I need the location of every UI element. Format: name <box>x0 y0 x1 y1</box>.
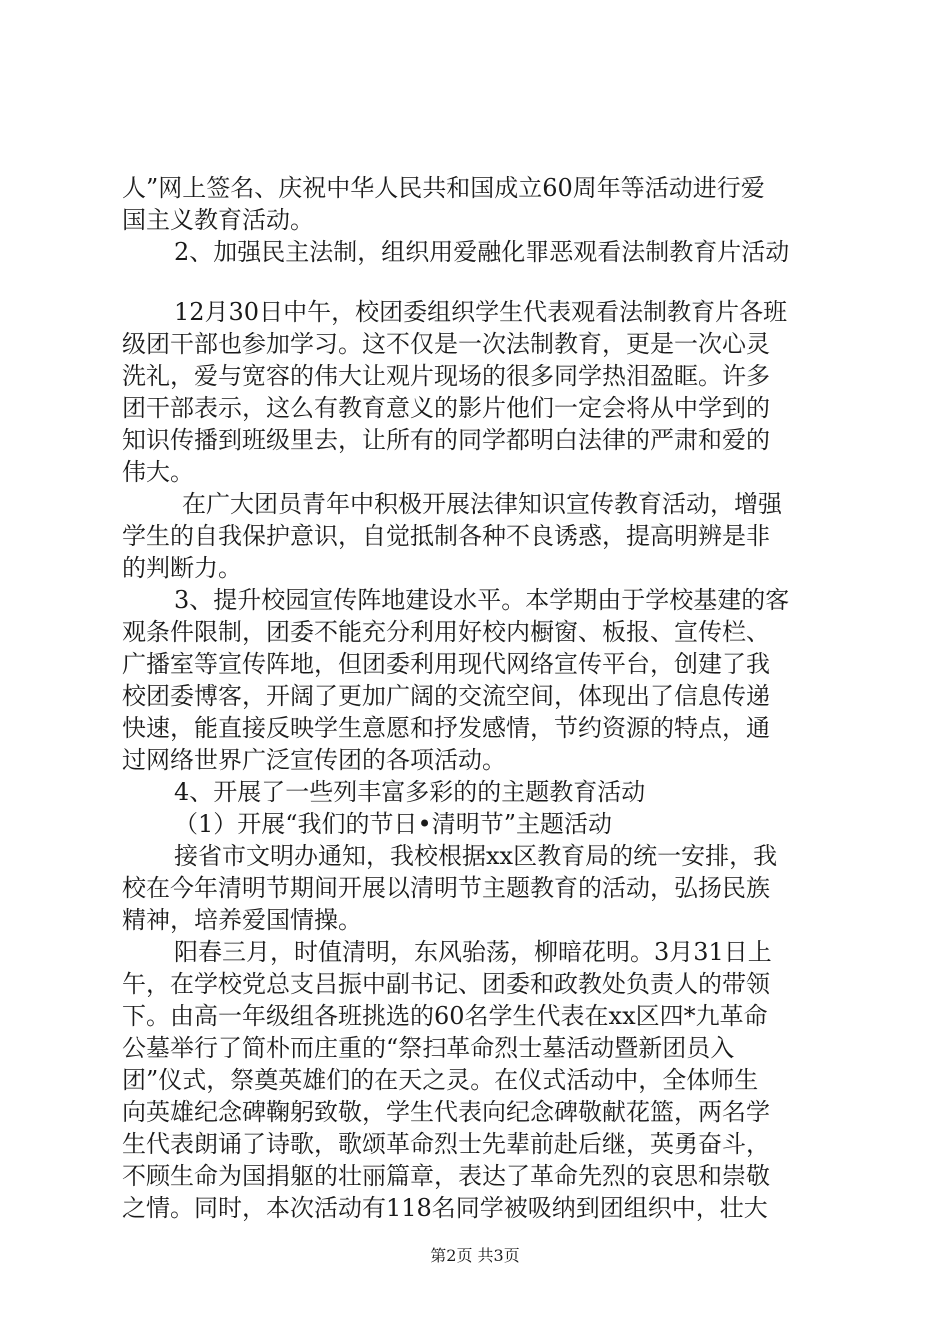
text-line: 下。由高一年级组各班挑选的60名学生代表在xx区四*九革命 <box>122 1002 768 1030</box>
text-line: 之情。同时，本次活动有118名同学被吸纳到团组织中，壮大 <box>122 1194 768 1222</box>
section-heading: 3、提升校园宣传阵地建设水平。本学期由于学校基建的客 <box>174 586 790 614</box>
text-line: 快速，能直接反映学生意愿和抒发感情，节约资源的特点，通 <box>122 714 770 742</box>
text-line: 团干部表示，这么有教育意义的影片他们一定会将从中学到的 <box>122 394 770 422</box>
text-line: 学生的自我保护意识，自觉抵制各种不良诱惑，提高明辨是非 <box>122 522 770 550</box>
text-line: 人”网上签名、庆祝中华人民共和国成立60周年等活动进行爱 <box>122 174 765 202</box>
text-line: 级团干部也参加学习。这不仅是一次法制教育，更是一次心灵 <box>122 330 770 358</box>
section-heading: 2、加强民主法制，组织用爱融化罪恶观看法制教育片活动 <box>174 238 790 266</box>
page-number-footer: 第2页 共3页 <box>430 1246 520 1265</box>
text-line: 过网络世界广泛宣传团的各项活动。 <box>122 746 506 774</box>
text-line: 校团委博客，开阔了更加广阔的交流空间，体现出了信息传递 <box>122 682 770 710</box>
text-line: 不顾生命为国捐躯的壮丽篇章，表达了革命先烈的哀思和崇敬 <box>122 1162 770 1190</box>
text-line: 公墓举行了简朴而庄重的“祭扫革命烈士墓活动暨新团员入 <box>122 1034 735 1062</box>
text-line: 在广大团员青年中积极开展法律知识宣传教育活动，增强 <box>182 490 782 518</box>
text-line: 洗礼，爱与宽容的伟大让观片现场的很多同学热泪盈眶。许多 <box>122 362 770 390</box>
text-line: 12月30日中午，校团委组织学生代表观看法制教育片各班 <box>174 298 788 326</box>
text-line: 午，在学校党总支吕振中副书记、团委和政教处负责人的带领 <box>122 970 770 998</box>
subsection-heading: （1）开展“我们的节日•清明节”主题活动 <box>174 810 612 838</box>
text-line: 校在今年清明节期间开展以清明节主题教育的活动，弘扬民族 <box>122 874 770 902</box>
text-line: 接省市文明办通知，我校根据xx区教育局的统一安排，我 <box>174 842 778 870</box>
section-heading: 4、开展了一些列丰富多彩的的主题教育活动 <box>174 778 646 806</box>
text-line: 国主义教育活动。 <box>122 206 314 234</box>
text-line: 生代表朗诵了诗歌，歌颂革命烈士先辈前赴后继，英勇奋斗， <box>122 1130 770 1158</box>
text-line: 知识传播到班级里去，让所有的同学都明白法律的严肃和爱的 <box>122 426 770 454</box>
text-line: 精神，培养爱国情操。 <box>122 906 362 934</box>
text-line: 观条件限制，团委不能充分利用好校内橱窗、板报、宣传栏、 <box>122 618 770 646</box>
text-line: 广播室等宣传阵地，但团委利用现代网络宣传平台，创建了我 <box>122 650 770 678</box>
text-line: 向英雄纪念碑鞠躬致敬，学生代表向纪念碑敬献花篮，两名学 <box>122 1098 770 1126</box>
text-line: 团”仪式，祭奠英雄们的在天之灵。在仪式活动中，全体师生 <box>122 1066 759 1094</box>
text-line: 伟大。 <box>122 458 194 486</box>
text-line: 阳春三月，时值清明，东风骀荡，柳暗花明。3月31日上 <box>174 938 772 966</box>
text-line: 的判断力。 <box>122 554 242 582</box>
